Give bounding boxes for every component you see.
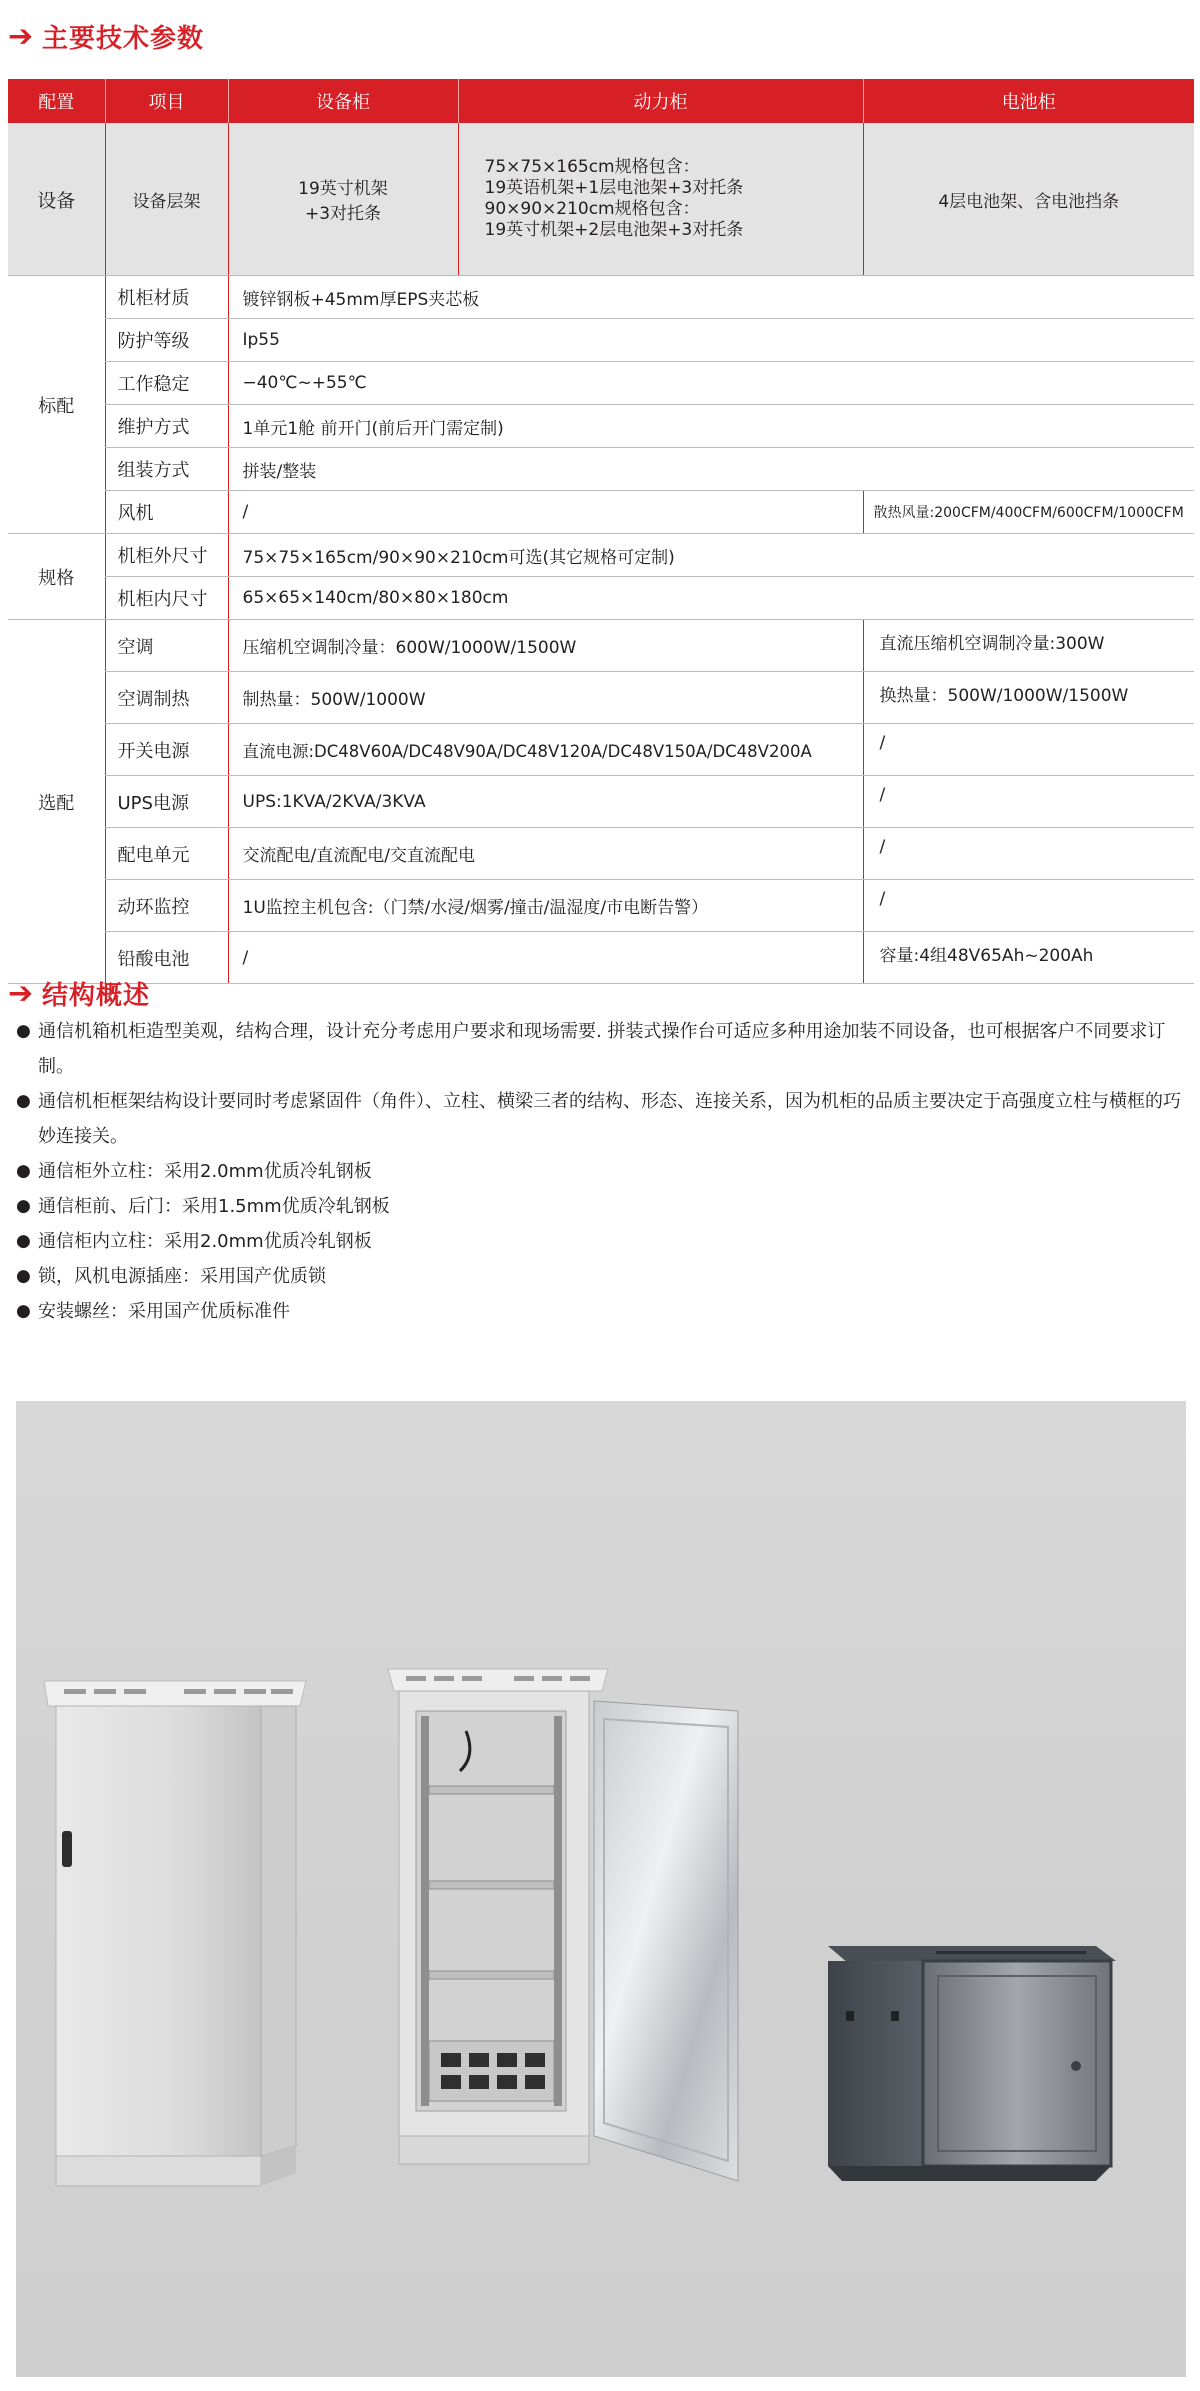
list-item	[16, 1084, 1186, 1154]
row-item: 维护方式	[105, 405, 228, 448]
table-row	[8, 362, 1194, 405]
row-item: 机柜材质	[105, 276, 228, 319]
table-row	[8, 276, 1194, 319]
bullet-text: 通信机箱机柜造型美观，结构合理，设计充分考虑用户要求和现场需要. 拼装式操作台可适应多种用途加装不同设备，也可根据客户不同要求订制。	[38, 1021, 1166, 1077]
row-value: −40℃~+55℃	[228, 362, 1194, 405]
bullet-icon: ●	[16, 1021, 31, 1041]
row-extra: 容量:4组48V65Ah~200Ah	[863, 932, 1194, 984]
row-value: /	[228, 491, 863, 534]
overview-section-header	[8, 975, 150, 1012]
header-config: 配置	[8, 79, 105, 123]
row-value: UPS:1KVA/2KVA/3KVA	[228, 776, 863, 828]
product-photo	[16, 1401, 1186, 2377]
row-extra: 换热量：500W/1000W/1500W	[863, 672, 1194, 724]
bullet-text: 通信柜前、后门：采用1.5mm优质冷轧钢板	[38, 1196, 390, 1217]
list-item	[16, 1294, 1186, 1329]
list-item	[16, 1259, 1186, 1294]
row-value: 镀锌钢板+45mm厚EPS夹芯板	[228, 276, 1194, 319]
bullet-icon: ●	[16, 1266, 31, 1286]
row-extra: 直流压缩机空调制冷量:300W	[863, 620, 1194, 672]
header-battery-cabinet: 电池柜	[863, 79, 1194, 123]
equipment-shelf-line-2: +3对托条	[304, 204, 382, 224]
table-row	[8, 448, 1194, 491]
bullet-text: 通信柜内立柱：采用2.0mm优质冷轧钢板	[38, 1231, 372, 1252]
table-row	[8, 577, 1194, 620]
open-cabinet	[388, 1669, 738, 2181]
header-equipment-cabinet: 设备柜	[228, 79, 458, 123]
row-value: 交流配电/直流配电/交直流配电	[228, 828, 863, 880]
table-row	[8, 620, 1194, 672]
row-extra: 散热风量:200CFM/400CFM/600CFM/1000CFM	[863, 491, 1194, 534]
row-item: 开关电源	[105, 724, 228, 776]
bullet-icon: ●	[16, 1231, 31, 1251]
row-item: 机柜外尺寸	[105, 534, 228, 577]
bullet-icon: ●	[16, 1161, 31, 1181]
bullet-icon: ●	[16, 1301, 31, 1321]
row-value: 1单元1舱 前开门(前后开门需定制)	[228, 405, 1194, 448]
table-row	[8, 880, 1194, 932]
row-extra: /	[863, 776, 1194, 828]
overview-section-title: 结构概述	[42, 981, 151, 1011]
table-row	[8, 319, 1194, 362]
row-item: 机柜内尺寸	[105, 577, 228, 620]
power-shelf-line-2: 19英语机架+1层电池架+3对托条	[484, 178, 744, 198]
wall-mount-cabinet	[828, 1946, 1116, 2181]
list-item	[16, 1189, 1186, 1224]
power-shelf-line-3: 90×90×210cm规格包含：	[484, 199, 700, 219]
row-item: 组装方式	[105, 448, 228, 491]
bullet-text: 通信机柜框架结构设计要同时考虑紧固件（角件）、立柱、横梁三者的结构、形态、连接关系，因为机柜的品质主要决定于高强度立柱与横框的巧妙连接关。	[38, 1091, 1181, 1147]
table-row	[8, 672, 1194, 724]
table-row	[8, 405, 1194, 448]
row-item: 空调	[105, 620, 228, 672]
table-header-row	[8, 79, 1194, 123]
table-row	[8, 724, 1194, 776]
params-section-header	[8, 18, 204, 55]
group-standard: 标配	[8, 276, 105, 534]
device-shelf-row	[8, 123, 1194, 276]
row-value: 压缩机空调制冷量：600W/1000W/1500W	[228, 620, 863, 672]
row-value: 1U监控主机包含:（门禁/水浸/烟雾/撞击/温湿度/市电断告警）	[228, 880, 863, 932]
bullet-icon: ●	[16, 1091, 31, 1111]
list-item	[16, 1224, 1186, 1259]
power-shelf-line-1: 75×75×165cm规格包含：	[484, 157, 700, 177]
table-row	[8, 534, 1194, 577]
row-value: /	[228, 932, 863, 984]
spec-table	[8, 79, 1194, 984]
item-device-shelf: 设备层架	[105, 123, 228, 276]
table-row	[8, 776, 1194, 828]
arrow-right-icon: ➔	[8, 975, 34, 1011]
row-item: 配电单元	[105, 828, 228, 880]
closed-cabinet	[44, 1681, 306, 2186]
battery-shelf-value: 4层电池架、含电池挡条	[863, 123, 1194, 276]
row-extra: /	[863, 724, 1194, 776]
params-section-title: 主要技术参数	[42, 24, 205, 54]
row-value: 75×75×165cm/90×90×210cm可选(其它规格可定制)	[228, 534, 1194, 577]
row-item: 风机	[105, 491, 228, 534]
row-item: UPS电源	[105, 776, 228, 828]
group-optional: 选配	[8, 620, 105, 984]
bullet-icon: ●	[16, 1196, 31, 1216]
overview-bullet-list	[16, 1014, 1186, 1329]
power-shelf-value	[458, 123, 863, 276]
row-extra: /	[863, 880, 1194, 932]
row-item: 空调制热	[105, 672, 228, 724]
row-item: 铅酸电池	[105, 932, 228, 984]
group-device: 设备	[8, 123, 105, 276]
header-power-cabinet: 动力柜	[458, 79, 863, 123]
row-item: 防护等级	[105, 319, 228, 362]
row-value: 制热量：500W/1000W	[228, 672, 863, 724]
equipment-shelf-line-1: 19英寸机架	[298, 179, 388, 199]
power-shelf-line-4: 19英寸机架+2层电池架+3对托条	[484, 220, 744, 240]
row-item: 动环监控	[105, 880, 228, 932]
group-spec: 规格	[8, 534, 105, 620]
table-row	[8, 491, 1194, 534]
table-row	[8, 828, 1194, 880]
bullet-text: 锁，风机电源插座：采用国产优质锁	[38, 1266, 326, 1287]
list-item	[16, 1014, 1186, 1084]
row-value: 直流电源:DC48V60A/DC48V90A/DC48V120A/DC48V150A/DC48V200A	[228, 724, 863, 776]
row-value: Ip55	[228, 319, 1194, 362]
equipment-shelf-value	[228, 123, 458, 276]
list-item	[16, 1154, 1186, 1189]
row-value: 拼装/整装	[228, 448, 1194, 491]
row-item: 工作稳定	[105, 362, 228, 405]
row-value: 65×65×140cm/80×80×180cm	[228, 577, 1194, 620]
header-item: 项目	[105, 79, 228, 123]
row-extra: /	[863, 828, 1194, 880]
arrow-right-icon: ➔	[8, 18, 34, 54]
bullet-text: 通信柜外立柱：采用2.0mm优质冷轧钢板	[38, 1161, 372, 1182]
table-row	[8, 932, 1194, 984]
cabinet-illustration	[16, 1401, 1186, 2377]
bullet-text: 安装螺丝：采用国产优质标准件	[38, 1301, 290, 1322]
